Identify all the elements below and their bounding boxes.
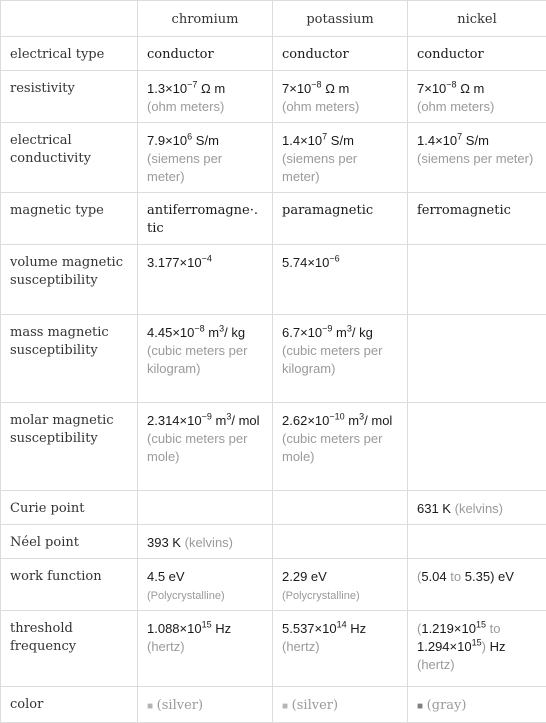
cell-value: $2.314\times 10^{-9}$ $m^3/$ mol (cubic meters per mole) <box>138 403 273 491</box>
row-resistivity <box>1 71 546 123</box>
cell-value: paramagnetic <box>273 193 408 245</box>
unit-description: (kelvins) <box>185 535 233 550</box>
row-label: threshold frequency <box>1 611 138 687</box>
cell-empty <box>408 525 546 559</box>
cell-value: 631 K (kelvins) <box>408 491 546 525</box>
row-label: electrical type <box>1 37 138 71</box>
row-mass-magnetic-susceptibility <box>1 315 546 403</box>
cell-value: $6.7\times 10^{-9}$ $m^3/$ kg (cubic meters per kilogram) <box>273 315 408 403</box>
cell-empty <box>408 315 546 403</box>
cell-value: ($1.219\times 10^{15}$ to $1.294\times 10^{15}$) Hz (hertz) <box>408 611 546 687</box>
row-threshold-frequency <box>1 611 546 687</box>
row-label: work function <box>1 559 138 611</box>
cell-value: $2.62\times 10^{-10}$ $m^3/$ mol (cubic meters per mole) <box>273 403 408 491</box>
row-neel-point <box>1 525 546 559</box>
unit-description: (cubic meters per kilogram) <box>282 343 382 376</box>
header-row <box>1 1 546 37</box>
cell-value: 393 K (kelvins) <box>138 525 273 559</box>
unit-description: (siemens per meter) <box>417 151 533 166</box>
row-label: Néel point <box>1 525 138 559</box>
unit-description: (cubic meters per mole) <box>282 431 382 464</box>
unit-description: (ohm meters) <box>147 99 224 114</box>
cell-value: $5.74\times 10^{-6}$ <box>273 245 408 315</box>
note: (Polycrystalline) <box>282 590 360 602</box>
row-label: volume magnetic susceptibility <box>1 245 138 315</box>
cell-value: $1.3\times 10^{-7}$ Ω m (ohm meters) <box>138 71 273 123</box>
cell-value: $1.4\times 10^7$ S/m (siemens per meter) <box>273 123 408 193</box>
color-swatch-icon: ■ <box>147 701 153 712</box>
cell-value: conductor <box>273 37 408 71</box>
header-chromium: chromium <box>138 1 273 37</box>
row-volume-magnetic-susceptibility <box>1 245 546 315</box>
unit-description: (siemens per meter) <box>282 151 357 184</box>
cell-value: $4.45\times 10^{-8}$ $m^3/$ kg (cubic meters per kilogram) <box>138 315 273 403</box>
header-blank <box>1 1 138 37</box>
unit-description: (cubic meters per kilogram) <box>147 343 247 376</box>
row-label: magnetic type <box>1 193 138 245</box>
unit-description: (hertz) <box>147 639 185 654</box>
cell-value: $1.088\times 10^{15}$ Hz (hertz) <box>138 611 273 687</box>
cell-value: ferromagnetic <box>408 193 546 245</box>
note: (Polycrystalline) <box>147 590 225 602</box>
unit-description: (cubic meters per mole) <box>147 431 247 464</box>
unit-description: (kelvins) <box>455 501 503 516</box>
row-work-function <box>1 559 546 611</box>
cell-value: $7.9\times 10^6$ S/m (siemens per meter) <box>138 123 273 193</box>
cell-value: ■ (silver) <box>273 687 408 723</box>
row-magnetic-type <box>1 193 546 245</box>
row-label: Curie point <box>1 491 138 525</box>
cell-empty <box>138 491 273 525</box>
cell-empty <box>408 245 546 315</box>
header-potassium: potassium <box>273 1 408 37</box>
color-swatch-icon: ■ <box>417 701 423 712</box>
unit-description: (hertz) <box>282 639 320 654</box>
cell-value: $3.177\times 10^{-4}$ <box>138 245 273 315</box>
row-label: molar magnetic susceptibility <box>1 403 138 491</box>
cell-value: conductor <box>408 37 546 71</box>
row-electrical-conductivity <box>1 123 546 193</box>
cell-value: ■ (silver) <box>138 687 273 723</box>
cell-value: conductor <box>138 37 273 71</box>
row-label: resistivity <box>1 71 138 123</box>
cell-value: 2.29 eV (Polycrystalline) <box>273 559 408 611</box>
unit-description: (ohm meters) <box>417 99 494 114</box>
cell-value: $1.4\times 10^7$ S/m (siemens per meter) <box>408 123 546 193</box>
row-label: color <box>1 687 138 723</box>
unit-description: (hertz) <box>417 657 455 672</box>
cell-empty <box>273 525 408 559</box>
cell-value: $7\times 10^{-8}$ Ω m (ohm meters) <box>273 71 408 123</box>
row-color <box>1 687 546 723</box>
cell-value: (5.04 to 5.35) eV <box>408 559 546 611</box>
unit-description: (ohm meters) <box>282 99 359 114</box>
header-nickel: nickel <box>408 1 546 37</box>
cell-value: 4.5 eV (Polycrystalline) <box>138 559 273 611</box>
row-curie-point <box>1 491 546 525</box>
row-label: mass magnetic susceptibility <box>1 315 138 403</box>
cell-empty <box>408 403 546 491</box>
cell-value: ■ (gray) <box>408 687 546 723</box>
cell-value: antiferromagne·.tic <box>138 193 273 245</box>
row-label: electrical conductivity <box>1 123 138 193</box>
row-electrical-type <box>1 37 546 71</box>
cell-empty <box>273 491 408 525</box>
color-swatch-icon: ■ <box>282 701 288 712</box>
row-molar-magnetic-susceptibility <box>1 403 546 491</box>
unit-description: (siemens per meter) <box>147 151 222 184</box>
cell-value: $7\times 10^{-8}$ Ω m (ohm meters) <box>408 71 546 123</box>
cell-value: $5.537\times 10^{14}$ Hz (hertz) <box>273 611 408 687</box>
